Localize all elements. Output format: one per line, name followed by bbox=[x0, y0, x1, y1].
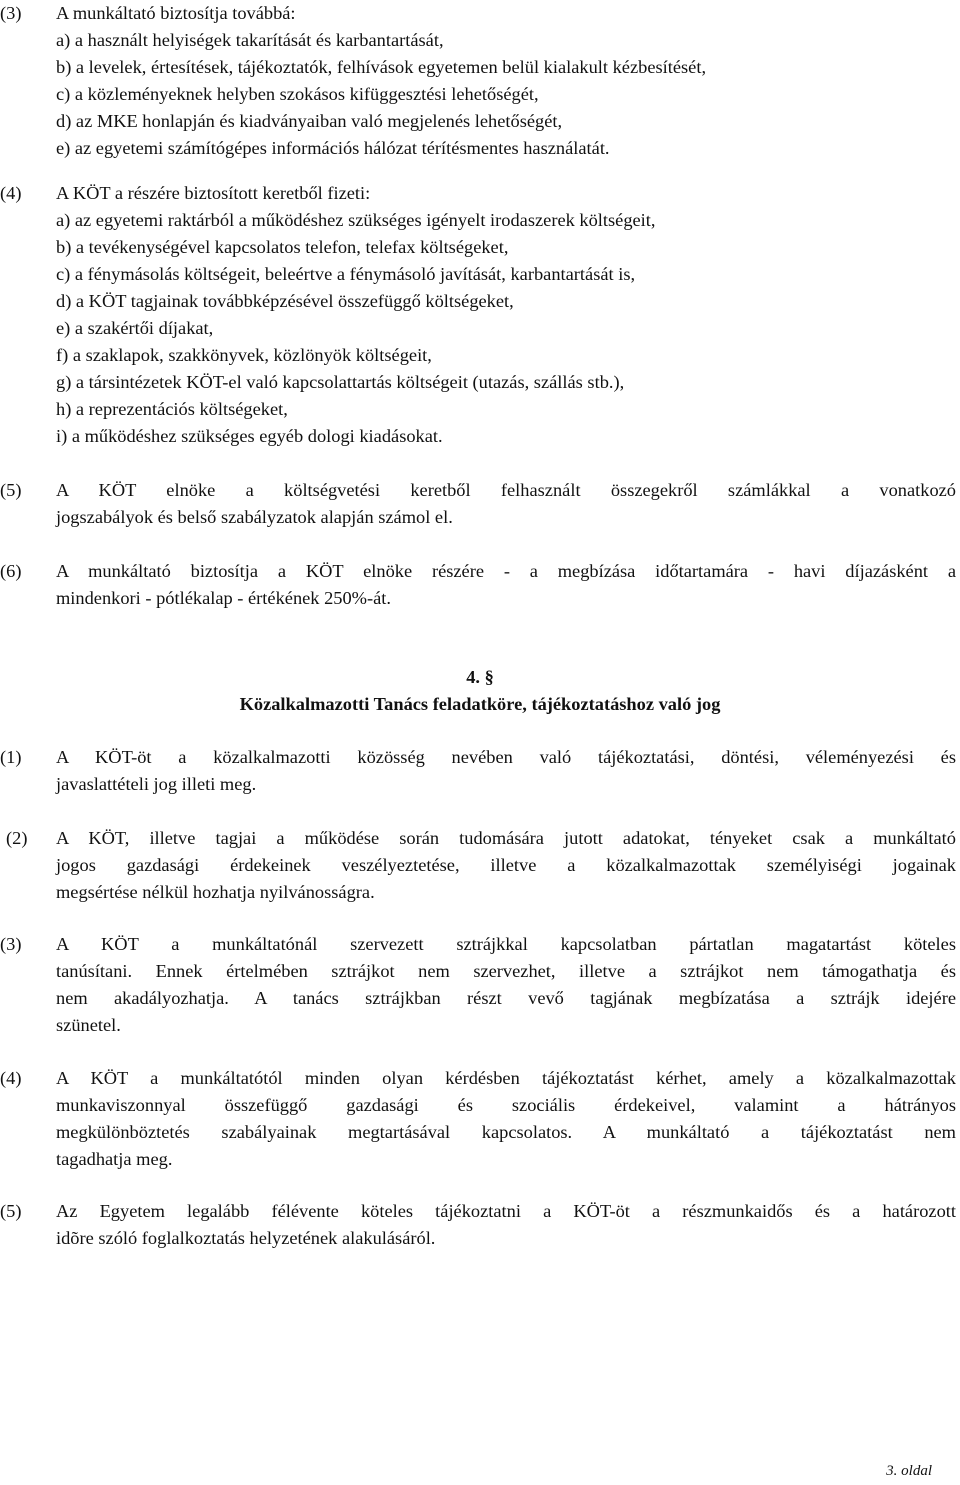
text-line: A munkáltató biztosítja a KÖT elnöke részére - a megbízása időtartamára - havi díjazásként a bbox=[56, 561, 956, 581]
text-line: A KÖT elnöke a költségvetési keretből felhasznált összegekről számlákkal a vonatkozó bbox=[56, 480, 956, 500]
text-line: tanúsítani. Ennek értelmében sztrájkot nem szervezhet, illetve a sztrájkot nem támogathatja és bbox=[56, 961, 956, 981]
paragraph-number: (6) bbox=[0, 561, 22, 581]
list-item: c) a fénymásolás költségeit, beleértve a fénymásoló javítását, karbantartását is, bbox=[56, 264, 636, 284]
page-number: 3. oldal bbox=[886, 1463, 932, 1479]
text-line: nem akadályozhatja. A tanács sztrájkban részt vevő tagjának megbízatása a sztrájk idejére bbox=[56, 988, 956, 1008]
paragraph-number: (4) bbox=[0, 1068, 22, 1088]
list-item: h) a reprezentációs költségeket, bbox=[56, 399, 288, 419]
text-line: jogos gazdasági érdekeinek veszélyeztetése, illetve a közalkalmazottak személyiségi jogainak bbox=[56, 855, 956, 875]
text-line: munkaviszonnyal összefüggő gazdasági és szociális érdekeivel, valamint a hátrányos bbox=[56, 1095, 956, 1115]
text-line: javaslattételi jog illeti meg. bbox=[56, 774, 257, 794]
paragraph-number: (5) bbox=[0, 1201, 22, 1221]
text-line: mindenkori - pótlékalap - értékének 250%-át. bbox=[56, 588, 391, 608]
paragraph-number: (5) bbox=[0, 480, 22, 500]
text-line: tagadhatja meg. bbox=[56, 1149, 173, 1169]
list-item: A munkáltató biztosítja továbbá: bbox=[56, 3, 296, 23]
text-line: A KÖT a munkáltatónál szervezett sztrájkkal kapcsolatban pártatlan magatartást köteles bbox=[56, 934, 956, 954]
text-line: A KÖT a munkáltatótól minden olyan kérdésben tájékoztatást kérhet, amely a közalkalmazottak bbox=[56, 1068, 956, 1088]
paragraph-number: (1) bbox=[0, 747, 22, 767]
list-item: a) a használt helyiségek takarítását és karbantartását, bbox=[56, 30, 444, 50]
paragraph-number: (4) bbox=[0, 183, 22, 203]
list-item: a) az egyetemi raktárból a működéshez szükséges igényelt irodaszerek költségeit, bbox=[56, 210, 656, 230]
list-item: b) a tevékenységével kapcsolatos telefon, telefax költségeket, bbox=[56, 237, 509, 257]
list-item: c) a közleményeknek helyben szokásos kifüggesztési lehetőségét, bbox=[56, 84, 539, 104]
list-item: i) a működéshez szükséges egyéb dologi kiadásokat. bbox=[56, 426, 443, 446]
section-title: Közalkalmazotti Tanács feladatköre, tájékoztatáshoz való jog bbox=[239, 694, 721, 714]
list-item: e) a szakértői díjakat, bbox=[56, 318, 214, 338]
paragraph-number: (3) bbox=[0, 3, 22, 23]
list-item: f) a szaklapok, szakkönyvek, közlönyök költségeit, bbox=[56, 345, 432, 365]
text-line: A KÖT-öt a közalkalmazotti közösség nevében való tájékoztatási, döntési, véleményezési és bbox=[56, 747, 956, 767]
list-item: g) a társintézetek KÖT-el való kapcsolattartás költségeit (utazás, szállás stb.), bbox=[56, 372, 625, 392]
text-line: megkülönböztetés szabályainak megtartásával kapcsolatos. A munkáltató a tájékoztatást nem bbox=[56, 1122, 956, 1142]
text-line: megsértése nélkül hozhatja nyilvánosságra. bbox=[56, 882, 375, 902]
list-item: b) a levelek, értesítések, tájékoztatók, felhívások egyetemen belül kialakult kézbesítését, bbox=[56, 57, 707, 77]
list-item: A KÖT a részére biztosított keretből fizeti: bbox=[56, 183, 371, 203]
text-line: szünetel. bbox=[56, 1015, 121, 1035]
section-number: 4. § bbox=[466, 667, 494, 687]
paragraph-number: (2) bbox=[6, 828, 28, 848]
text-line: idõre szóló foglalkoztatás helyzetének alakulásáról. bbox=[56, 1228, 436, 1248]
text-line: A KÖT, illetve tagjai a működése során tudomására jutott adatokat, tényeket csak a munkáltató bbox=[56, 828, 956, 848]
list-item: e) az egyetemi számítógépes információs hálózat térítésmentes használatát. bbox=[56, 138, 610, 158]
list-item: d) az MKE honlapján és kiadványaiban való megjelenés lehetőségét, bbox=[56, 111, 563, 131]
text-line: Az Egyetem legalább félévente köteles tájékoztatni a KÖT-öt a részmunkaidős és a határozott bbox=[56, 1201, 956, 1221]
paragraph-number: (3) bbox=[0, 934, 22, 954]
text-line: jogszabályok és belső szabályzatok alapján számol el. bbox=[56, 507, 453, 527]
list-item: d) a KÖT tagjainak továbbképzésével összefüggő költségeket, bbox=[56, 291, 514, 311]
